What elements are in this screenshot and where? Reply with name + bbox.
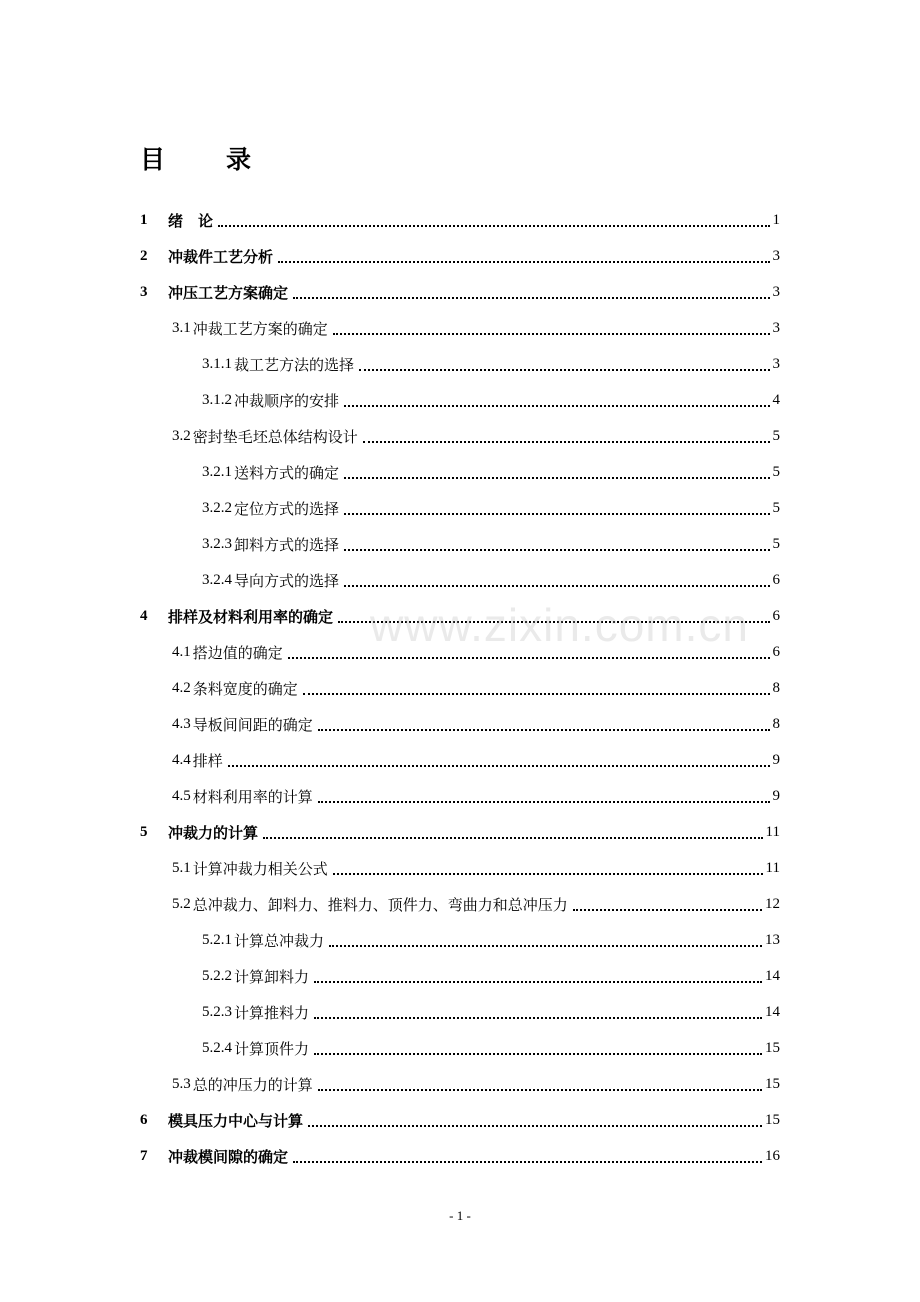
dot-leader [288,657,770,659]
toc-entry-number: 3.2.4 [202,571,232,588]
toc-entry[interactable] [140,202,780,238]
toc-entry-number: 5 [140,823,148,840]
toc-entry-label: 排样及材料利用率的确定 [168,607,334,626]
toc-entry-label: 搭边值的确定 [192,643,283,662]
toc-entry-label: 计算总冲裁力 [234,931,325,950]
toc-entry-label: 总冲裁力、卸料力、推料力、顶件力、弯曲力和总冲压力 [192,895,568,914]
toc-entry[interactable] [140,1138,780,1174]
toc-entry-label: 计算顶件力 [234,1039,310,1058]
toc-entry[interactable] [140,1030,780,1066]
dot-leader [263,837,763,839]
toc-entry-page: 6 [772,643,780,660]
toc-entry-page: 3 [772,247,780,264]
toc-entry[interactable] [140,886,780,922]
toc-entry-label: 材料利用率的计算 [192,787,313,806]
toc-entry-page: 11 [765,859,780,876]
toc-entry-label: 冲裁顺序的安排 [234,391,340,410]
toc-entry-number: 4.4 [172,751,191,768]
toc-entry-label: 冲裁模间隙的确定 [168,1147,289,1166]
toc-entry[interactable] [140,706,780,742]
toc-entry[interactable] [140,958,780,994]
toc-entry-page: 11 [765,823,780,840]
toc-entry-number: 4.1 [172,643,191,660]
dot-leader [318,1089,762,1091]
toc-entry-page: 13 [765,931,780,948]
dot-leader [293,1161,762,1163]
toc-entry-page: 1 [772,211,780,228]
toc-entry[interactable] [140,1066,780,1102]
toc-entry-number: 5.2 [172,895,191,912]
toc-entry-number: 3.1 [172,319,191,336]
toc-entry-page: 5 [772,499,780,516]
toc-entry[interactable] [140,670,780,706]
dot-leader [338,621,769,623]
toc-entry-page: 3 [772,319,780,336]
toc-entry-number: 3.2.1 [202,463,232,480]
dot-leader [314,981,762,983]
toc-entry-page: 6 [772,607,780,624]
toc-entry[interactable] [140,1102,780,1138]
toc-entry-page: 3 [772,355,780,372]
toc-entry-page: 14 [765,1003,780,1020]
toc-entry[interactable] [140,922,780,958]
toc-entry-number: 4.3 [172,715,191,732]
toc-entry-number: 3.1.1 [202,355,232,372]
dot-leader [359,369,769,371]
toc-entry[interactable] [140,814,780,850]
toc-entry-number: 5.1 [172,859,191,876]
dot-leader [363,441,770,443]
dot-leader [344,513,769,515]
dot-leader [344,405,769,407]
page-number: - 1 - [449,1208,471,1223]
dot-leader [228,765,770,767]
dot-leader [308,1125,762,1127]
table-of-contents [140,202,780,1174]
toc-entry-number: 3.2.2 [202,499,232,516]
toc-entry-label: 排样 [192,751,223,770]
page-title: 目 录 [140,145,270,174]
toc-entry-number: 3.1.2 [202,391,232,408]
toc-entry-number: 3.2 [172,427,191,444]
dot-leader [218,225,769,227]
toc-entry[interactable] [140,310,780,346]
toc-entry-label: 导板间间距的确定 [192,715,313,734]
toc-entry-page: 14 [765,967,780,984]
toc-entry-number: 5.2.1 [202,931,232,948]
toc-entry-label: 计算冲裁力相关公式 [192,859,328,878]
toc-entry-number: 3.2.3 [202,535,232,552]
toc-entry-label: 总的冲压力的计算 [192,1075,313,1094]
toc-entry-page: 15 [765,1039,780,1056]
toc-entry-label: 条料宽度的确定 [192,679,298,698]
toc-entry-label: 定位方式的选择 [234,499,340,518]
toc-entry[interactable] [140,634,780,670]
dot-leader [573,909,762,911]
dot-leader [329,945,762,947]
dot-leader [293,297,769,299]
toc-entry-label: 冲压工艺方案确定 [168,283,289,302]
dot-leader [278,261,769,263]
dot-leader [333,873,763,875]
toc-entry-label: 计算推料力 [234,1003,310,1022]
toc-entry[interactable] [140,850,780,886]
toc-entry-number: 5.3 [172,1075,191,1092]
toc-entry[interactable] [140,490,780,526]
toc-entry-number: 3 [140,283,148,300]
toc-entry[interactable] [140,526,780,562]
dot-leader [333,333,770,335]
toc-entry-page: 8 [772,715,780,732]
toc-entry-label: 冲裁件工艺分析 [168,247,274,266]
toc-entry-label: 密封垫毛坯总体结构设计 [192,427,358,446]
toc-entry[interactable] [140,598,780,634]
toc-entry[interactable] [140,742,780,778]
toc-entry-label: 绪 论 [168,211,214,230]
toc-entry[interactable] [140,418,780,454]
toc-entry-label: 冲裁力的计算 [168,823,259,842]
toc-entry-page: 6 [772,571,780,588]
toc-entry-number: 5.2.2 [202,967,232,984]
toc-entry-page: 15 [765,1075,780,1092]
toc-entry-page: 9 [772,787,780,804]
toc-entry[interactable] [140,382,780,418]
toc-entry[interactable] [140,454,780,490]
toc-entry-page: 12 [765,895,780,912]
toc-entry[interactable] [140,994,780,1030]
toc-entry-label: 导向方式的选择 [234,571,340,590]
toc-entry-label: 计算卸料力 [234,967,310,986]
toc-entry-page: 4 [772,391,780,408]
dot-leader [314,1017,762,1019]
toc-entry-page: 8 [772,679,780,696]
toc-entry-page: 15 [765,1111,780,1128]
toc-entry-page: 5 [772,427,780,444]
toc-entry-label: 模具压力中心与计算 [168,1111,304,1130]
dot-leader [314,1053,762,1055]
toc-entry-number: 4 [140,607,148,624]
toc-entry-label: 送料方式的确定 [234,463,340,482]
watermark: www.zixin.com.cn [370,599,749,651]
toc-entry-label: 裁工艺方法的选择 [234,355,355,374]
dot-leader [344,477,769,479]
toc-entry-number: 1 [140,211,148,228]
toc-entry-page: 5 [772,463,780,480]
toc-entry-page: 9 [772,751,780,768]
toc-entry-number: 5.2.3 [202,1003,232,1020]
toc-entry-page: 16 [765,1147,780,1164]
toc-entry[interactable] [140,238,780,274]
toc-entry-number: 4.2 [172,679,191,696]
toc-entry-number: 2 [140,247,148,264]
dot-leader [318,801,770,803]
toc-entry[interactable] [140,562,780,598]
dot-leader [344,585,769,587]
toc-entry[interactable] [140,274,780,310]
toc-entry-page: 3 [772,283,780,300]
toc-entry-page: 5 [772,535,780,552]
dot-leader [344,549,769,551]
toc-entry[interactable] [140,778,780,814]
toc-entry-number: 5.2.4 [202,1039,232,1056]
toc-entry-number: 7 [140,1147,148,1164]
toc-entry-label: 冲裁工艺方案的确定 [192,319,328,338]
toc-entry[interactable] [140,346,780,382]
toc-entry-number: 4.5 [172,787,191,804]
toc-entry-number: 6 [140,1111,148,1128]
toc-entry-label: 卸料方式的选择 [234,535,340,554]
dot-leader [303,693,770,695]
dot-leader [318,729,770,731]
